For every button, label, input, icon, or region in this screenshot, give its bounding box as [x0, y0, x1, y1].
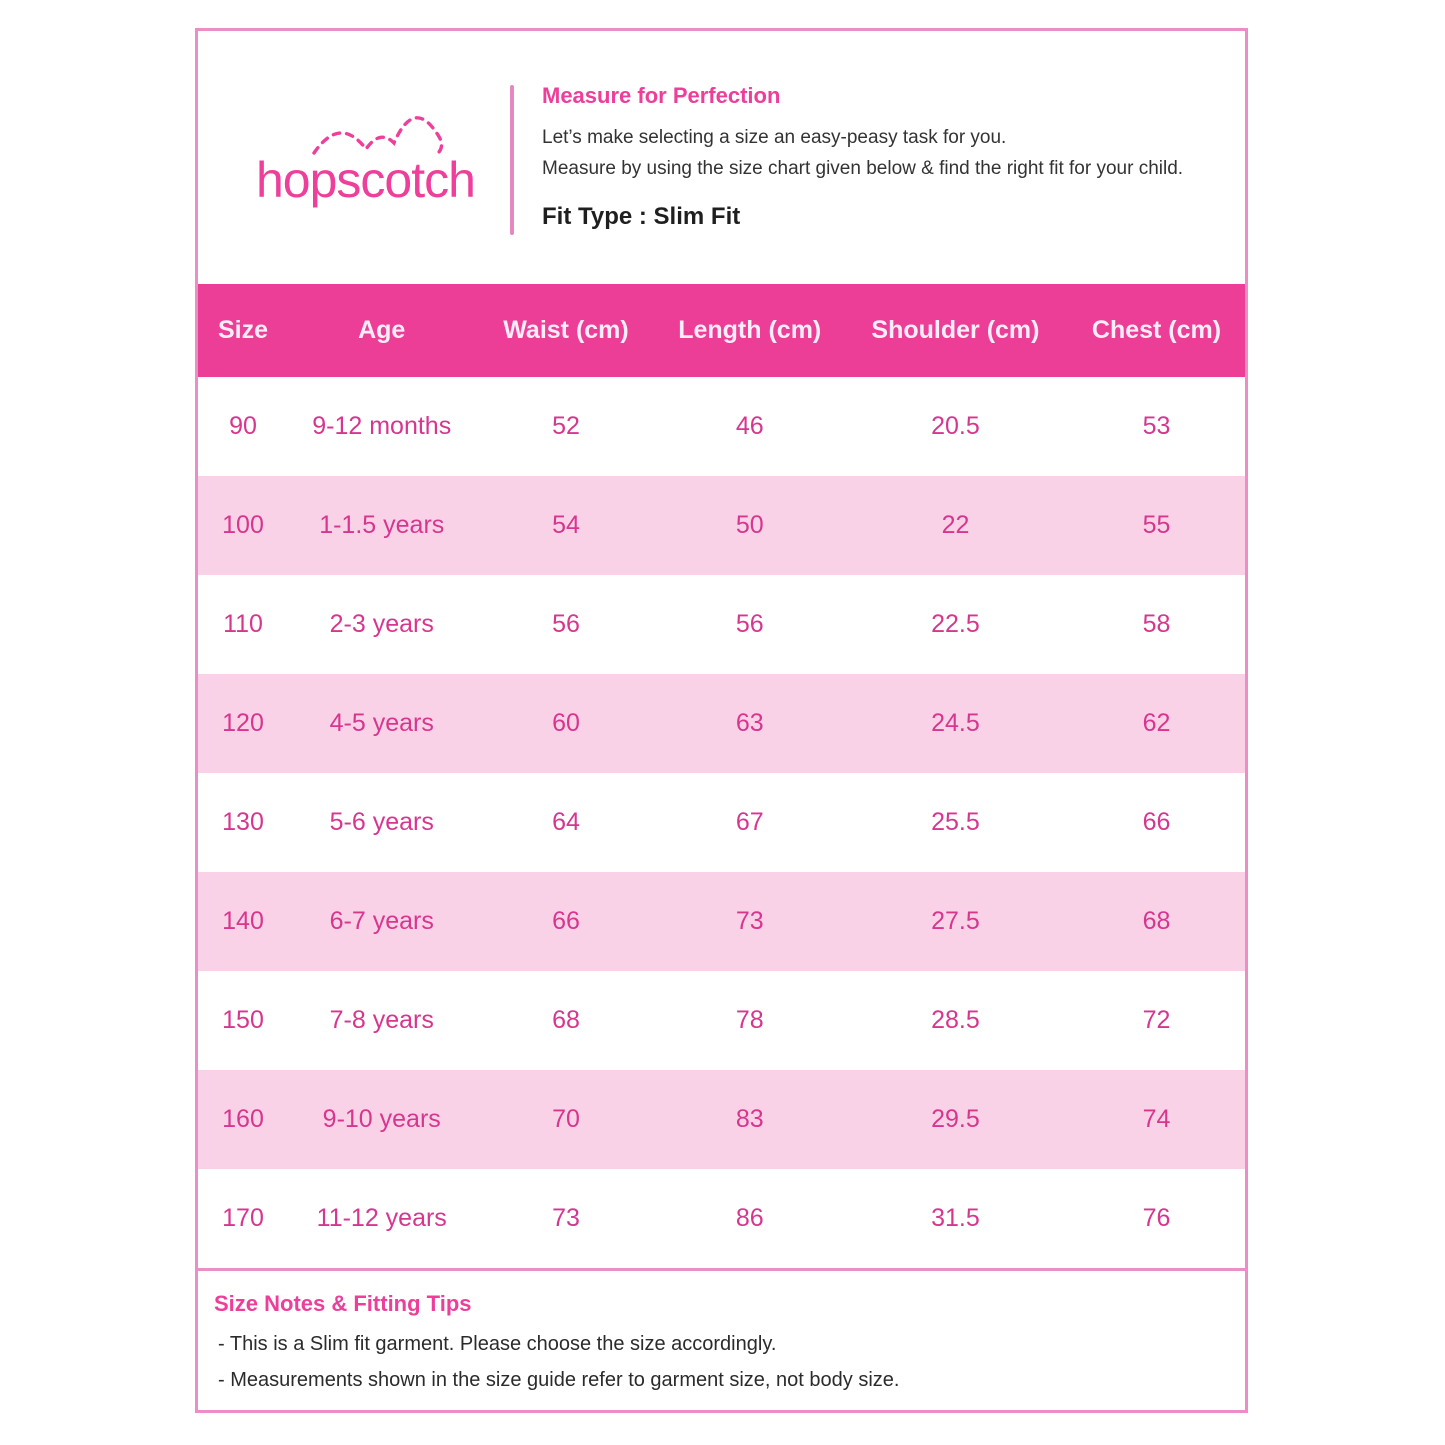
table-cell: 140 [222, 907, 264, 935]
table-cell: 110 [223, 610, 263, 638]
logo-wordmark: hopscotch [256, 152, 475, 208]
table-cell: 54 [552, 511, 580, 539]
intro-line1: Let’s make selecting a size an easy-peasy task for you. [542, 127, 1007, 148]
table-cell: 4-5 years [329, 709, 434, 737]
table-cell: 120 [222, 709, 264, 737]
table-cell: 66 [552, 907, 580, 935]
table-cell: 68 [552, 1006, 580, 1034]
table-cell: 66 [1142, 808, 1171, 836]
table-cell: 2-3 years [329, 610, 434, 638]
table-cell: 100 [222, 511, 264, 539]
table-row [198, 971, 1245, 1070]
table-cell: 11-12 years [316, 1204, 447, 1232]
table-cell: 83 [735, 1105, 764, 1133]
table-row [198, 377, 1245, 476]
table-cell: 25.5 [931, 808, 980, 836]
table-cell: 70 [552, 1105, 580, 1133]
table-cell: 22.5 [931, 610, 980, 638]
table-cell: 62 [1142, 709, 1171, 737]
table-cell: 64 [552, 808, 580, 836]
intro-line2: Measure by using the size chart given below & find the right fit for your child. [542, 157, 1184, 179]
hopscotch-logo [198, 31, 510, 284]
table-row [198, 476, 1245, 575]
table-cell: 73 [735, 907, 764, 935]
table-cell: 160 [222, 1105, 264, 1133]
table-cell: 29.5 [931, 1105, 980, 1133]
size-note: - Measurements shown in the size guide refer to garment size, not body size. [218, 1369, 900, 1391]
table-cell: 130 [222, 808, 264, 836]
size-notes-title: Size Notes & Fitting Tips [214, 1291, 472, 1316]
table-cell: 67 [735, 808, 764, 836]
intro-title: Measure for Perfection [542, 83, 781, 108]
column-header-waist: Waist (cm) [475, 284, 656, 377]
table-row [198, 575, 1245, 674]
size-table-body [198, 377, 1245, 1268]
table-cell: 22 [941, 511, 970, 539]
size-chart-card [195, 28, 1248, 1413]
column-header-shoulder: Shoulder (cm) [843, 284, 1068, 377]
table-cell: 60 [552, 709, 580, 737]
table-cell: 28.5 [931, 1006, 980, 1034]
table-row [198, 773, 1245, 872]
header-section [198, 31, 1245, 284]
table-cell: 56 [552, 610, 580, 638]
table-cell: 6-7 years [329, 907, 434, 935]
table-cell: 24.5 [931, 709, 980, 737]
column-header-length: Length (cm) [657, 284, 843, 377]
table-cell: 7-8 years [329, 1006, 434, 1034]
table-cell: 150 [222, 1006, 264, 1034]
table-cell: 50 [735, 511, 764, 539]
table-cell: 55 [1142, 511, 1171, 539]
table-cell: 72 [1142, 1006, 1171, 1034]
vertical-divider [510, 85, 514, 235]
fit-type-label: Fit Type : Slim Fit [542, 202, 741, 230]
table-cell: 58 [1142, 610, 1171, 638]
intro-block [542, 83, 1214, 231]
table-header-row [198, 284, 1245, 377]
table-cell: 5-6 years [329, 808, 434, 836]
size-notes-section [198, 1268, 1245, 1410]
table-row [198, 1070, 1245, 1169]
table-cell: 9-10 years [322, 1105, 441, 1133]
table-cell: 76 [1142, 1204, 1171, 1232]
table-row [198, 674, 1245, 773]
table-cell: 1-1.5 years [319, 511, 445, 539]
table-cell: 27.5 [931, 907, 980, 935]
size-note: - This is a Slim fit garment. Please choose the size accordingly. [218, 1333, 777, 1355]
table-cell: 63 [735, 709, 764, 737]
table-cell: 9-12 months [312, 412, 452, 440]
table-cell: 74 [1142, 1105, 1171, 1133]
table-cell: 52 [552, 412, 580, 440]
table-cell: 31.5 [931, 1204, 980, 1232]
table-cell: 86 [735, 1204, 764, 1232]
column-header-age: Age [288, 284, 475, 377]
table-cell: 90 [229, 412, 257, 440]
table-cell: 170 [222, 1204, 264, 1232]
size-table [198, 284, 1245, 1268]
table-row [198, 872, 1245, 971]
table-row [198, 1169, 1245, 1268]
table-cell: 56 [735, 610, 764, 638]
table-cell: 46 [735, 412, 764, 440]
table-cell: 53 [1142, 412, 1171, 440]
table-cell: 68 [1142, 907, 1171, 935]
column-header-chest: Chest (cm) [1068, 284, 1245, 377]
column-header-size: Size [198, 284, 288, 377]
intro-body [542, 123, 1214, 185]
table-cell: 73 [552, 1204, 580, 1232]
table-cell: 20.5 [931, 412, 980, 440]
table-cell: 78 [735, 1006, 764, 1034]
